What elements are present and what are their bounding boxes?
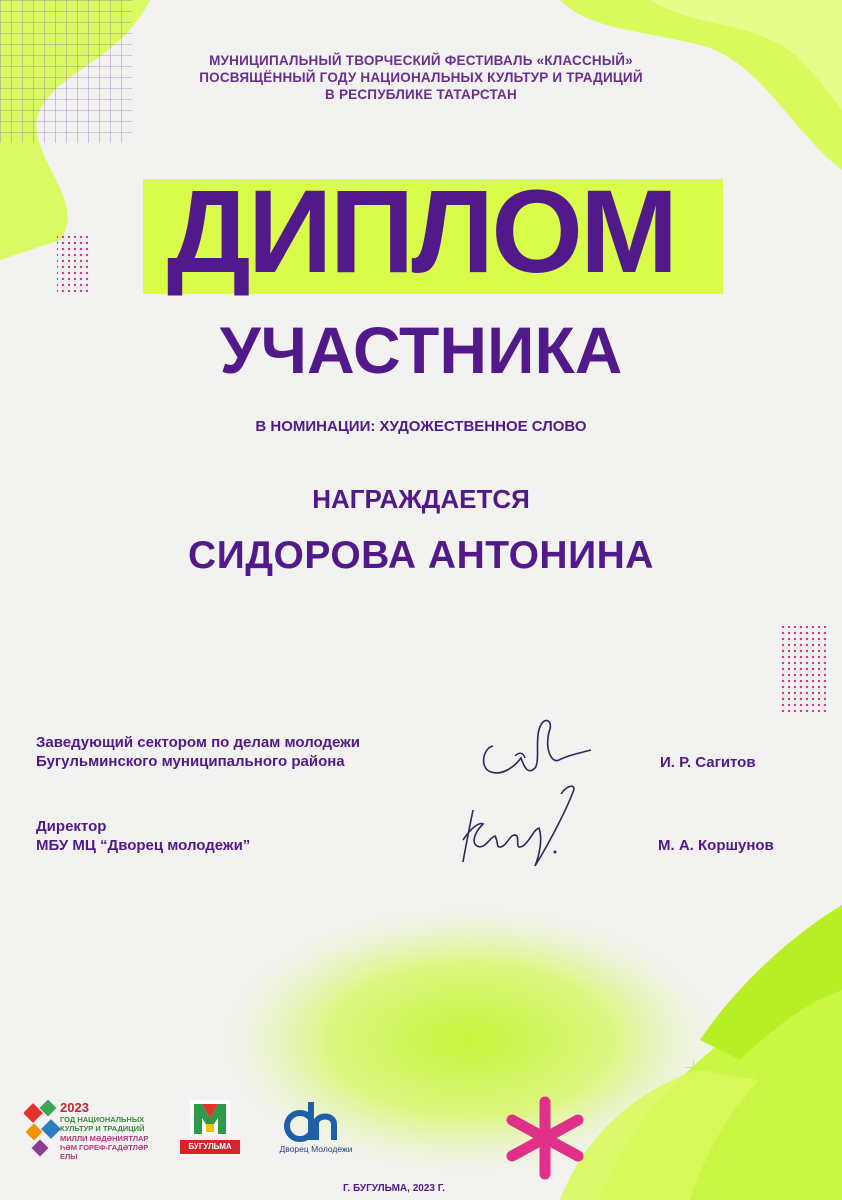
diploma-title: ДИПЛОМ [166,166,676,298]
signature-1 [475,708,605,783]
bugulma-m-icon [188,1098,232,1138]
festival-header [0,52,842,103]
ornament-icon [24,1100,64,1160]
signatory-2-name: М. А. Коршунов [658,837,774,854]
signatory-1-position-line-1: Заведующий сектором по делам молодежи [36,734,361,751]
signatory-1-position [36,733,360,771]
nomination: В НОМИНАЦИИ: ХУДОЖЕСТВЕННОЕ СЛОВО [255,418,587,435]
awarded-label: НАГРАЖДАЕТСЯ [312,484,530,514]
header-line-2: ПОСВЯЩЁННЫЙ ГОДУ НАЦИОНАЛЬНЫХ КУЛЬТУР И ТРАДИЦИЙ [199,70,643,85]
year-logo-line-4: ҺӘМ ГОРЕФ-ГАДӘТЛӘР ЕЛЫ [60,1143,149,1161]
signatory-2-position [36,817,250,855]
youth-palace-logo [266,1100,366,1158]
signatory-1-position-line-2: Бугульминского муниципального района [36,753,345,770]
year-of-cultures-logo [24,1100,164,1160]
signature-2 [455,780,585,875]
recipient-name: СИДОРОВА АНТОНИНА [188,534,654,577]
palace-dm-icon [282,1100,342,1142]
header-line-3: В РЕСПУБЛИКЕ ТАТАРСТАН [325,87,517,102]
year-logo-line-2: КУЛЬТУР И ТРАДИЦИЙ [60,1124,145,1133]
footer-place-date: Г. БУГУЛЬМА, 2023 Г. [343,1183,445,1194]
year-logo-line-3: МИЛЛИ МӘДӘНИЯТЛАР [60,1134,149,1143]
palace-label: Дворец Молодежи [279,1144,353,1154]
signatory-2-position-line-2: МБУ МЦ “Дворец молодежи” [36,837,251,854]
bugulma-logo [180,1098,240,1158]
header-line-1: МУНИЦИПАЛЬНЫЙ ТВОРЧЕСКИЙ ФЕСТИВАЛЬ «КЛАССНЫЙ» [209,53,633,68]
signatory-2-position-line-1: Директор [36,818,107,835]
year-logo-year: 2023 [60,1100,89,1115]
diploma-subtitle: УЧАСТНИКА [219,313,623,387]
signatory-1-name: И. Р. Сагитов [660,754,756,771]
year-logo-line-1: ГОД НАЦИОНАЛЬНЫХ [60,1115,145,1124]
bugulma-label: БУГУЛЬМА [180,1140,240,1154]
